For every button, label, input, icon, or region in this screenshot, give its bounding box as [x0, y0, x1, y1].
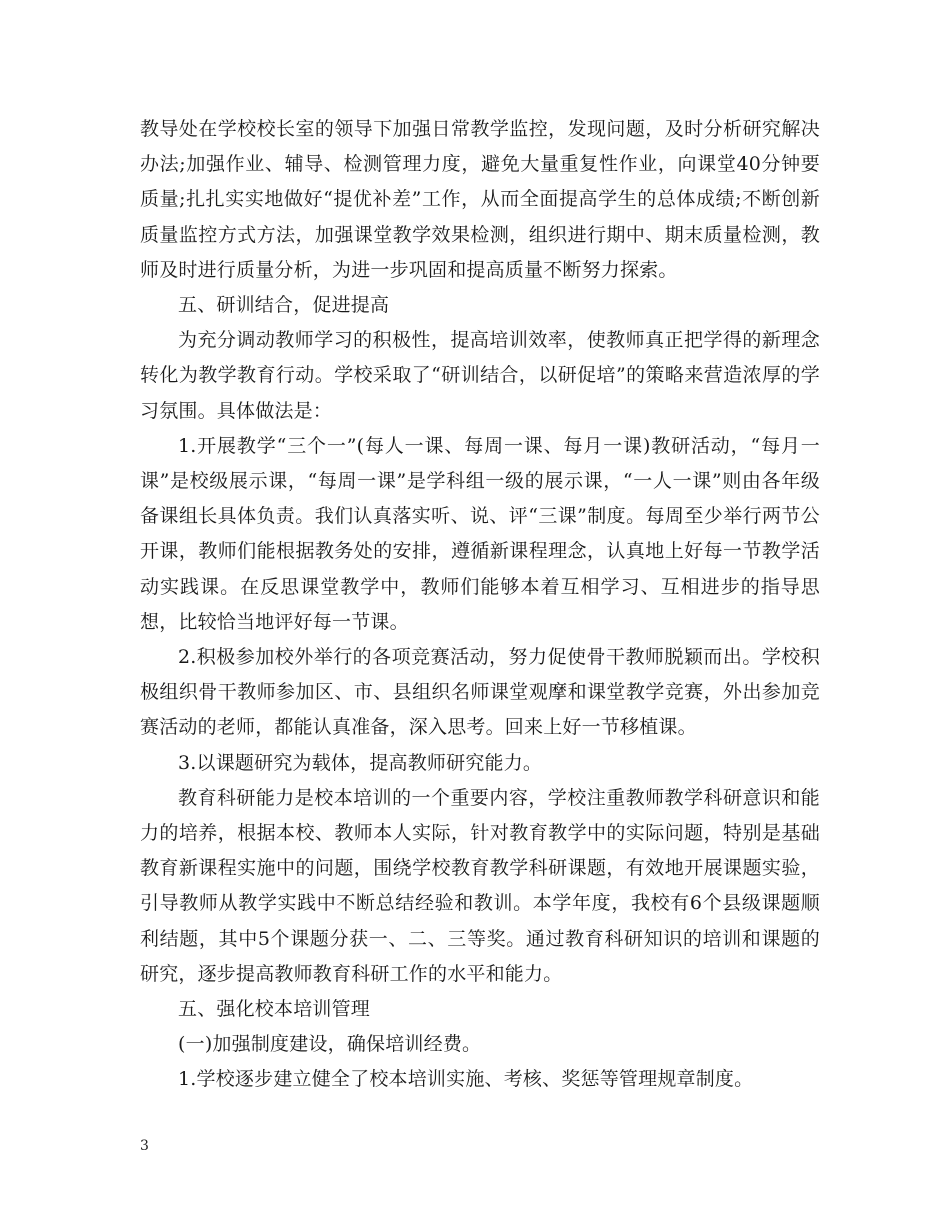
paragraph-10: 1.学校逐步建立健全了校本培训实施、考核、奖惩等管理规章制度。 — [178, 1068, 754, 1091]
paragraph-6: 3.以课题研究为载体，提高教师研究能力。 — [178, 751, 543, 774]
paragraph-1: 教导处在学校校长室的领导下加强日常教学监控，发现问题，及时分析研究解决办法;加强作业、辅导、检测管理力度，避免大量重复性作业，向课堂40分钟要质量;扎扎实实地做好“提优补差”工作，从而全面提高学生的总体成绩;不断创新质量监控方式方法，加强课堂教学效果检测，组织进行期中、期末质量检测，教师及时进行质量分析，为进一步巩固和提高质量不断努力探索。 — [140, 118, 820, 281]
paragraph-3: 为充分调动教师学习的积极性，提高培训效率，使教师真正把学得的新理念转化为教学教育行动。学校采取了“研训结合，以研促培”的策略来营造浓厚的学习氛围。具体做法是： — [140, 329, 820, 422]
paragraph-5: 2.积极参加校外举行的各项竞赛活动，努力促使骨干教师脱颖而出。学校积极组织骨干教师参加区、市、县组织名师课堂观摩和课堂教学竞赛，外出参加竞赛活动的老师，都能认真准备，深入思考。回来上好一节移植课。 — [140, 646, 820, 739]
paragraph-4: 1.开展教学“三个一”(每人一课、每周一课、每月一课)教研活动，“每月一课”是校级展示课，“每周一课”是学科组一级的展示课，“一人一课”则由各年级备课组长具体负责。我们认真落实听、说、评“三课”制度。每周至少举行两节公开课，教师们能根据教务处的安排，遵循新课程理念，认真地上好每一节教学活动实践课。在反思课堂教学中，教师们能够本着互相学习、互相进步的指导思想，比较恰当地评好每一节课。 — [140, 434, 820, 633]
paragraph-7: 教育科研能力是校本培训的一个重要内容，学校注重教师教学科研意识和能力的培养，根据本校、教师本人实际，针对教育教学中的实际问题，特别是基础教育新课程实施中的问题，围绕学校教育教学科研课题，有效地开展课题实验，引导教师从教学实践中不断总结经验和教训。本学年度，我校有6个县级课题顺利结题，其中5个课题分获一、二、三等奖。通过教育科研知识的培训和课题的研究，逐步提高教师教育科研工作的水平和能力。 — [140, 786, 820, 985]
section-heading-training-management: 五、强化校本培训管理 — [178, 998, 371, 1021]
document-body — [140, 112, 820, 1098]
section-heading-research-training: 五、研训结合，促进提高 — [178, 294, 390, 317]
page-number: 3 — [140, 1138, 149, 1154]
subsection-heading-system-building: (一)加强制度建设，确保培训经费。 — [178, 1033, 482, 1056]
